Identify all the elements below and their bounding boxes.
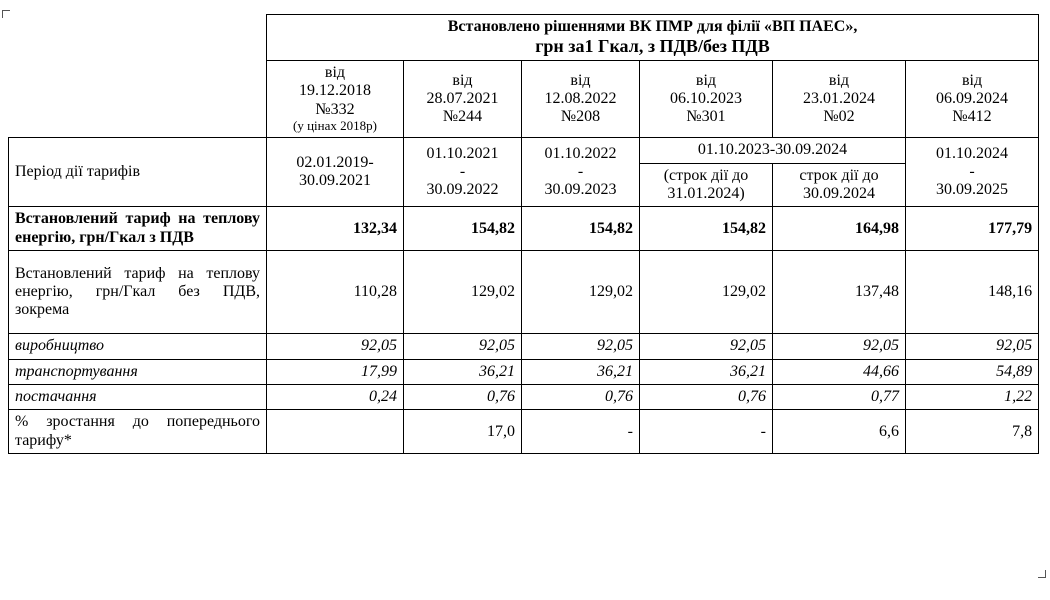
row-label-transportation: транспортування xyxy=(9,359,267,384)
decision-column-2 xyxy=(404,61,522,138)
table-row-production xyxy=(9,334,1039,359)
value-growth-1 xyxy=(267,410,404,454)
value-tariff-without-vat-1: 110,28 xyxy=(267,251,404,334)
value-tariff-without-vat-2: 129,02 xyxy=(404,251,522,334)
decision-date: 28.07.2021 xyxy=(426,89,499,107)
value-growth-4: - xyxy=(640,410,773,454)
period-cell-1: 02.01.2019- 30.09.2021 xyxy=(267,138,404,207)
value-production-4: 92,05 xyxy=(640,334,773,359)
value-transportation-5: 44,66 xyxy=(773,359,906,384)
value-growth-3: - xyxy=(522,410,640,454)
decision-label-prefix: від xyxy=(961,71,983,89)
value-supply-5: 0,77 xyxy=(773,384,906,409)
decision-column-5 xyxy=(773,61,906,138)
period-cell-2: 01.10.2021 - 30.09.2022 xyxy=(404,138,522,207)
period-cell-6: 01.10.2024 - 30.09.2025 xyxy=(906,138,1039,207)
table-row-supply xyxy=(9,384,1039,409)
crop-mark-bottom-right xyxy=(1038,570,1046,578)
value-tariff-without-vat-4: 129,02 xyxy=(640,251,773,334)
value-supply-4: 0,76 xyxy=(640,384,773,409)
value-production-6: 92,05 xyxy=(906,334,1039,359)
table-row-period-span xyxy=(9,138,1039,163)
value-transportation-4: 36,21 xyxy=(640,359,773,384)
decision-number: №02 xyxy=(823,108,855,126)
period-merged-span-label: 01.10.2023-30.09.2024 xyxy=(640,138,906,163)
table-header-row-title xyxy=(9,15,1039,61)
value-tariff-with-vat-3: 154,82 xyxy=(522,207,640,251)
header-main-title xyxy=(267,15,1039,61)
value-tariff-without-vat-5: 137,48 xyxy=(773,251,906,334)
value-transportation-6: 54,89 xyxy=(906,359,1039,384)
value-transportation-1: 17,99 xyxy=(267,359,404,384)
value-production-1: 92,05 xyxy=(267,334,404,359)
decision-label-prefix: від xyxy=(452,71,473,89)
decision-column-3 xyxy=(522,61,640,138)
value-tariff-with-vat-6: 177,79 xyxy=(906,207,1039,251)
header-corner-cell xyxy=(9,15,267,138)
decision-number: №208 xyxy=(560,108,601,126)
decision-date: 23.01.2024 xyxy=(803,89,875,107)
header-main-title-line2: грн за1 Гкал, з ПДВ/без ПДВ xyxy=(535,36,770,57)
decision-number: №301 xyxy=(686,108,726,126)
value-transportation-2: 36,21 xyxy=(404,359,522,384)
decision-label-prefix: від xyxy=(324,64,346,82)
value-production-5: 92,05 xyxy=(773,334,906,359)
decision-number: №244 xyxy=(442,108,483,126)
value-supply-3: 0,76 xyxy=(522,384,640,409)
value-tariff-without-vat-3: 129,02 xyxy=(522,251,640,334)
table-row-growth xyxy=(9,410,1039,454)
decision-label-prefix: від xyxy=(570,71,591,89)
period-cell-4: (строк дії до 31.01.2024) xyxy=(640,163,773,207)
tariff-table xyxy=(8,14,1039,454)
decision-note: (у цінах 2018р) xyxy=(293,118,377,134)
value-transportation-3: 36,21 xyxy=(522,359,640,384)
value-growth-6: 7,8 xyxy=(906,410,1039,454)
value-tariff-without-vat-6: 148,16 xyxy=(906,251,1039,334)
value-tariff-with-vat-2: 154,82 xyxy=(404,207,522,251)
decision-label-prefix: від xyxy=(695,71,717,89)
table-row-tariff-with-vat xyxy=(9,207,1039,251)
value-production-2: 92,05 xyxy=(404,334,522,359)
value-growth-5: 6,6 xyxy=(773,410,906,454)
period-cell-3: 01.10.2022 - 30.09.2023 xyxy=(522,138,640,207)
value-production-3: 92,05 xyxy=(522,334,640,359)
decision-date: 06.10.2023 xyxy=(670,89,742,107)
value-tariff-with-vat-4: 154,82 xyxy=(640,207,773,251)
row-label-production: виробництво xyxy=(9,334,267,359)
value-growth-2: 17,0 xyxy=(404,410,522,454)
decision-number: №332 xyxy=(315,100,355,118)
decision-date: 19.12.2018 xyxy=(299,82,371,100)
decision-column-6 xyxy=(906,61,1039,138)
row-label-tariff-without-vat: Встановлений тариф на теплову енергію, грн/Гкал без ПДВ, зокрема xyxy=(9,251,267,334)
row-label-supply: постачання xyxy=(9,384,267,409)
value-supply-2: 0,76 xyxy=(404,384,522,409)
decision-column-4 xyxy=(640,61,773,138)
decision-date: 12.08.2022 xyxy=(544,89,617,107)
value-tariff-with-vat-5: 164,98 xyxy=(773,207,906,251)
table-row-tariff-without-vat xyxy=(9,251,1039,334)
value-tariff-with-vat-1: 132,34 xyxy=(267,207,404,251)
row-label-period: Період дії тарифів xyxy=(9,138,267,207)
decision-label-prefix: від xyxy=(828,71,850,89)
decision-number: №412 xyxy=(952,108,992,126)
table-row-transportation xyxy=(9,359,1039,384)
value-supply-1: 0,24 xyxy=(267,384,404,409)
decision-date: 06.09.2024 xyxy=(936,89,1009,107)
value-supply-6: 1,22 xyxy=(906,384,1039,409)
decision-column-1 xyxy=(267,61,404,138)
row-label-growth: % зростання до попереднього тарифу* xyxy=(9,410,267,454)
period-cell-5: строк дії до 30.09.2024 xyxy=(773,163,906,207)
header-main-title-line1: Встановлено рішеннями ВК ПМР для філії «ВП ПАЕС», xyxy=(447,18,858,35)
row-label-tariff-with-vat: Встановлений тариф на теплову енергію, грн/Гкал з ПДВ xyxy=(9,207,267,251)
